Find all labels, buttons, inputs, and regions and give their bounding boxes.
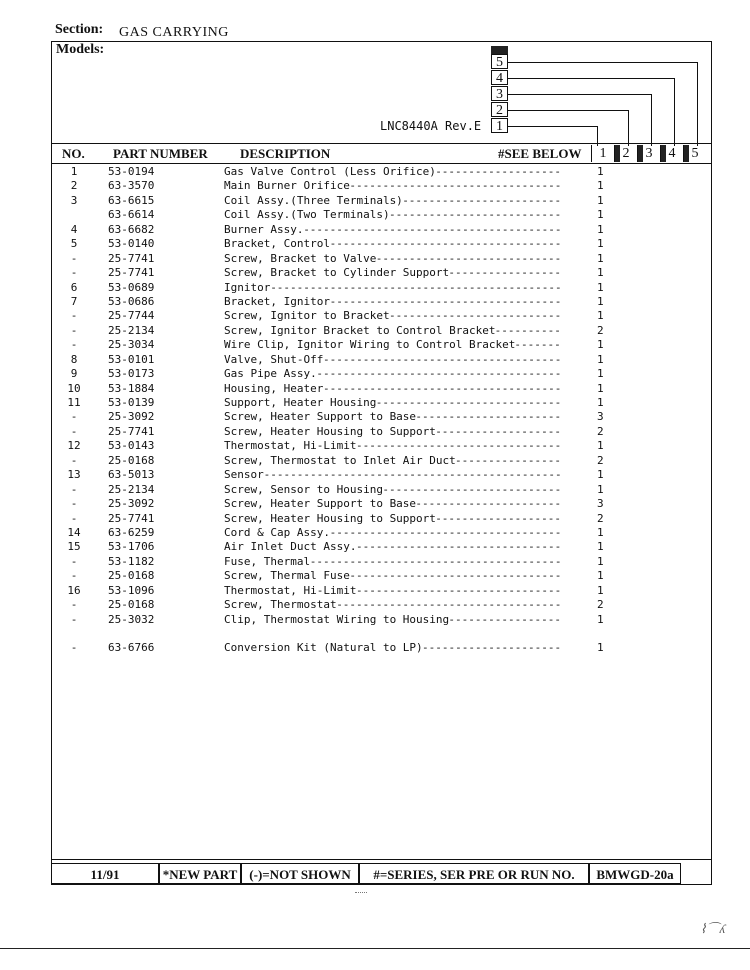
- part-description: Thermostat, Hi-Limit: [224, 583, 357, 597]
- item-number: -: [70, 554, 78, 568]
- quantity: 3: [597, 410, 604, 424]
- part-number: 53-0194: [108, 165, 155, 178]
- part-number: 53-1706: [108, 540, 155, 554]
- part-description: Burner Assy.: [224, 222, 304, 236]
- see-box-shading: [615, 145, 620, 162]
- part-number: 63-6682: [108, 222, 155, 236]
- table-row: [52, 237, 712, 251]
- header-part-number: PART NUMBER: [113, 146, 208, 161]
- model-box-number: 5: [496, 55, 503, 70]
- table-row: [52, 425, 712, 439]
- see-below-boxes: [591, 145, 706, 162]
- item-number: -: [70, 266, 78, 280]
- scan-speck: [355, 892, 367, 893]
- model-box-number: 4: [496, 71, 503, 86]
- header-top-rule: [51, 143, 712, 144]
- dotted-leader: -----------------------------------: [329, 525, 562, 539]
- part-description: Screw, Heater Housing to Support: [224, 511, 436, 525]
- table-row: [52, 266, 712, 280]
- footer-series: #=SERIES, SER PRE OR RUN NO.: [359, 863, 589, 884]
- dotted-leader: --------------------------: [389, 309, 562, 323]
- part-description: Support, Heater Housing: [224, 396, 377, 409]
- quantity: 1: [597, 266, 604, 280]
- quantity: 1: [597, 525, 604, 539]
- part-number: 53-0143: [108, 439, 155, 453]
- quantity: 1: [597, 468, 604, 482]
- part-number: 25-2134: [108, 482, 155, 496]
- part-number: 53-0689: [108, 280, 155, 294]
- dotted-leader: ---------------------------------------------: [263, 468, 562, 482]
- item-number: 6: [70, 280, 78, 294]
- item-number: -: [70, 569, 78, 583]
- quantity: 3: [597, 497, 604, 511]
- quantity: 1: [597, 309, 604, 323]
- dotted-leader: ----------------------: [415, 410, 562, 424]
- dotted-leader: -------------------: [435, 424, 562, 438]
- part-description: Screw, Ignitor Bracket to Control Bracket: [224, 323, 496, 337]
- part-number: 63-5013: [108, 468, 155, 482]
- table-row: [52, 613, 712, 627]
- quantity: 1: [597, 222, 604, 236]
- quantity: 1: [597, 612, 604, 626]
- item-number: -: [70, 482, 78, 496]
- header-see-below: #SEE BELOW: [498, 146, 582, 161]
- part-number: 25-3032: [108, 612, 155, 626]
- table-row: [52, 252, 712, 266]
- header-no: NO.: [62, 146, 85, 161]
- item-number: 10: [67, 381, 81, 395]
- footer-rule: [51, 859, 712, 860]
- model-box-number: 1: [496, 119, 503, 134]
- dotted-leader: ---------------------------------------: [303, 222, 562, 236]
- model-box-4: [491, 70, 508, 85]
- dotted-leader: ----------------------------: [375, 251, 562, 265]
- table-row: [52, 208, 712, 222]
- dotted-leader: ------------------------------------: [323, 352, 562, 366]
- model-box-number: 2: [496, 103, 503, 118]
- part-description: Bracket, Ignitor: [224, 294, 330, 308]
- table-row: [52, 194, 712, 208]
- table-row: [52, 309, 712, 323]
- dotted-leader: ----------------------: [415, 497, 562, 511]
- item-number: 14: [67, 525, 81, 539]
- part-number: 53-0101: [108, 352, 155, 366]
- part-number: 63-6766: [108, 641, 155, 655]
- table-row: [52, 483, 712, 497]
- part-number: 25-0168: [108, 569, 155, 583]
- part-number: 63-6259: [108, 525, 155, 539]
- part-number: 53-0173: [108, 367, 155, 381]
- table-row: [52, 281, 712, 295]
- item-number: 7: [70, 294, 78, 308]
- part-description: Screw, Thermostat to Inlet Air Duct: [224, 453, 456, 467]
- item-number: 13: [67, 468, 81, 482]
- item-number: 2: [70, 179, 78, 193]
- header-description: DESCRIPTION: [240, 146, 331, 161]
- table-row: [52, 468, 712, 482]
- part-number: 63-3570: [108, 179, 155, 193]
- models-label: Models:: [56, 42, 105, 57]
- footer-date: 11/91: [51, 863, 159, 884]
- part-description: Screw, Thermal Fuse: [224, 569, 350, 583]
- part-description: Conversion Kit (Natural to LP): [224, 641, 423, 655]
- part-number: 63-6614: [108, 208, 155, 222]
- item-number: -: [70, 612, 78, 626]
- see-box-4: [660, 145, 683, 162]
- quantity: 1: [597, 280, 604, 294]
- part-description: Coil Assy.(Two Terminals): [224, 208, 390, 222]
- see-box-shading: [661, 145, 666, 162]
- part-number: 25-0168: [108, 598, 155, 612]
- quantity: 1: [597, 208, 604, 222]
- quantity: 1: [597, 583, 604, 597]
- part-description: Wire Clip, Ignitor Wiring to Control Bracket: [224, 338, 516, 352]
- dotted-leader: -------------------: [435, 511, 562, 525]
- part-description: Gas Pipe Assy.: [224, 367, 317, 381]
- dotted-leader: --------------------------------: [349, 569, 562, 583]
- item-number: -: [70, 424, 78, 438]
- table-row: [52, 454, 712, 468]
- model-box-shading: [491, 46, 508, 54]
- part-description: Screw, Heater Support to Base: [224, 497, 417, 511]
- dotted-leader: -------------------------------------: [316, 367, 562, 381]
- model-box-2: [491, 102, 508, 117]
- part-description: Fuse, Thermal: [224, 554, 311, 568]
- table-row: [52, 324, 712, 338]
- part-number: 25-0168: [108, 453, 155, 467]
- item-number: -: [70, 598, 78, 612]
- footer-not-shown: (-)=NOT SHOWN: [241, 863, 359, 884]
- table-row: [52, 396, 712, 410]
- part-number: 25-3092: [108, 497, 155, 511]
- quantity: 2: [597, 511, 604, 525]
- part-description: Sensor: [224, 468, 264, 482]
- item-number: -: [70, 309, 78, 323]
- dotted-leader: -----------------: [448, 266, 561, 280]
- part-description: Screw, Sensor to Housing: [224, 482, 383, 496]
- quantity: 1: [597, 193, 604, 207]
- item-number: 3: [70, 193, 78, 207]
- dotted-leader: -------: [514, 338, 561, 352]
- page-bottom-edge: [0, 948, 750, 949]
- dotted-leader: ----------: [494, 323, 561, 337]
- item-number: -: [70, 338, 78, 352]
- quantity: 1: [597, 251, 604, 265]
- see-box-5: [683, 145, 706, 162]
- model-name: LNC8440A Rev.E: [380, 119, 482, 133]
- part-description: Cord & Cap Assy.: [224, 525, 330, 539]
- dotted-leader: -------------------: [435, 165, 562, 178]
- dotted-leader: -------------------------------: [356, 439, 562, 453]
- part-number: 25-2134: [108, 323, 155, 337]
- quantity: 1: [597, 237, 604, 251]
- table-row: [52, 410, 712, 424]
- item-number: -: [70, 410, 78, 424]
- table-row: [52, 526, 712, 540]
- item-number: -: [70, 511, 78, 525]
- table-row: [52, 165, 712, 179]
- see-box-number: 1: [599, 146, 607, 161]
- item-number: 9: [70, 367, 78, 381]
- dotted-leader: -----------------: [448, 612, 561, 626]
- dotted-leader: --------------------------------------------: [270, 280, 562, 294]
- dotted-leader: ----------------------------: [375, 396, 562, 409]
- dotted-leader: ----------------: [455, 453, 561, 467]
- part-description: Screw, Ignitor to Bracket: [224, 309, 390, 323]
- dotted-leader: ------------------------------------: [323, 381, 562, 395]
- quantity: 1: [597, 179, 604, 193]
- table-row: [52, 353, 712, 367]
- dotted-leader: -----------------------------------: [329, 237, 562, 251]
- dotted-leader: --------------------------------: [349, 179, 562, 193]
- model-box-1: [491, 118, 508, 133]
- table-row: [52, 338, 712, 352]
- quantity: 1: [597, 482, 604, 496]
- part-number: 53-1182: [108, 554, 155, 568]
- quantity: 1: [597, 439, 604, 453]
- table-row: [52, 540, 712, 554]
- item-number: -: [70, 323, 78, 337]
- see-box-number: 2: [622, 146, 630, 161]
- see-box-shading: [638, 145, 643, 162]
- model-box-number: 3: [496, 87, 503, 102]
- dotted-leader: ---------------------: [422, 641, 562, 655]
- item-number: 4: [70, 222, 78, 236]
- quantity: 2: [597, 424, 604, 438]
- quantity: 1: [597, 540, 604, 554]
- part-description: Thermostat, Hi-Limit: [224, 439, 357, 453]
- part-number: 53-1884: [108, 381, 155, 395]
- part-number: 25-7741: [108, 266, 155, 280]
- item-number: 5: [70, 237, 78, 251]
- part-number: 25-3034: [108, 338, 155, 352]
- part-description: Screw, Bracket to Valve: [224, 251, 377, 265]
- table-row: [52, 439, 712, 453]
- quantity: 1: [597, 396, 604, 409]
- part-number: 25-7741: [108, 511, 155, 525]
- part-description: Clip, Thermostat Wiring to Housing: [224, 612, 450, 626]
- parts-table: [52, 165, 712, 656]
- header-bottom-rule: [51, 163, 712, 164]
- part-description: Ignitor: [224, 280, 271, 294]
- table-row: [52, 641, 712, 655]
- part-description: Main Burner Orifice: [224, 179, 350, 193]
- quantity: 1: [597, 381, 604, 395]
- quantity: 1: [597, 569, 604, 583]
- see-box-1: [591, 145, 614, 162]
- part-number: 25-3092: [108, 410, 155, 424]
- part-description: Screw, Bracket to Cylinder Support: [224, 266, 450, 280]
- see-box-shading: [684, 145, 689, 162]
- part-number: 25-7741: [108, 424, 155, 438]
- model-box-5: [491, 54, 508, 69]
- table-row: [52, 497, 712, 511]
- quantity: 1: [597, 352, 604, 366]
- part-description: Housing, Heater: [224, 381, 324, 395]
- part-number: 53-0140: [108, 237, 155, 251]
- footer-page-code: BMWGD-20a: [589, 863, 681, 884]
- part-description: Screw, Thermostat: [224, 598, 337, 612]
- table-row: [52, 512, 712, 526]
- item-number: -: [70, 453, 78, 467]
- item-number: 12: [67, 439, 81, 453]
- see-box-number: 5: [691, 146, 699, 161]
- table-row: [52, 367, 712, 381]
- item-number: -: [70, 497, 78, 511]
- item-number: 16: [67, 583, 81, 597]
- part-description: Screw, Heater Support to Base: [224, 410, 417, 424]
- quantity: 1: [597, 165, 604, 178]
- see-box-number: 4: [668, 146, 676, 161]
- table-row: [52, 584, 712, 598]
- dotted-leader: ----------------------------------: [336, 598, 562, 612]
- item-number: -: [70, 641, 78, 655]
- see-box-number: 3: [645, 146, 653, 161]
- part-description: Valve, Shut-Off: [224, 352, 324, 366]
- part-description: Coil Assy.(Three Terminals): [224, 193, 403, 207]
- model-box-3: [491, 86, 508, 101]
- item-number: -: [70, 251, 78, 265]
- part-description: Air Inlet Duct Assy.: [224, 540, 357, 554]
- table-row: [52, 598, 712, 612]
- item-number: 1: [70, 165, 78, 178]
- part-number: 63-6615: [108, 193, 155, 207]
- dotted-leader: --------------------------: [389, 208, 562, 222]
- see-box-3: [637, 145, 660, 162]
- part-number: 53-0139: [108, 396, 155, 409]
- table-row: [52, 627, 712, 641]
- dotted-leader: -------------------------------: [356, 583, 562, 597]
- quantity: 1: [597, 554, 604, 568]
- part-number: 53-1096: [108, 583, 155, 597]
- see-box-2: [614, 145, 637, 162]
- footer-new-part: *NEW PART: [159, 863, 241, 884]
- quantity: 1: [597, 367, 604, 381]
- part-number: 25-7741: [108, 251, 155, 265]
- table-row: [52, 295, 712, 309]
- quantity: 1: [597, 294, 604, 308]
- table-row: [52, 223, 712, 237]
- item-number: 8: [70, 352, 78, 366]
- table-row: [52, 179, 712, 193]
- dotted-leader: ---------------------------: [382, 482, 562, 496]
- table-row: [52, 555, 712, 569]
- dotted-leader: --------------------------------------: [309, 554, 562, 568]
- quantity: 1: [597, 338, 604, 352]
- part-number: 25-7744: [108, 309, 155, 323]
- table-row: [52, 569, 712, 583]
- quantity: 2: [597, 598, 604, 612]
- quantity: 2: [597, 323, 604, 337]
- part-description: Bracket, Control: [224, 237, 330, 251]
- table-row: [52, 382, 712, 396]
- item-number: 11: [67, 396, 81, 409]
- section-value: GAS CARRYING: [119, 25, 229, 40]
- dotted-leader: ------------------------: [402, 193, 562, 207]
- quantity: 2: [597, 453, 604, 467]
- item-number: 15: [67, 540, 81, 554]
- dotted-leader: -------------------------------: [356, 540, 562, 554]
- part-description: Screw, Heater Housing to Support: [224, 424, 436, 438]
- part-number: 53-0686: [108, 294, 155, 308]
- part-description: Gas Valve Control (Less Orifice): [224, 165, 436, 178]
- section-label: Section:: [55, 22, 104, 37]
- quantity: 1: [597, 641, 604, 655]
- handwritten-mark: ⌇⌒ʎ: [700, 921, 726, 936]
- dotted-leader: -----------------------------------: [329, 294, 562, 308]
